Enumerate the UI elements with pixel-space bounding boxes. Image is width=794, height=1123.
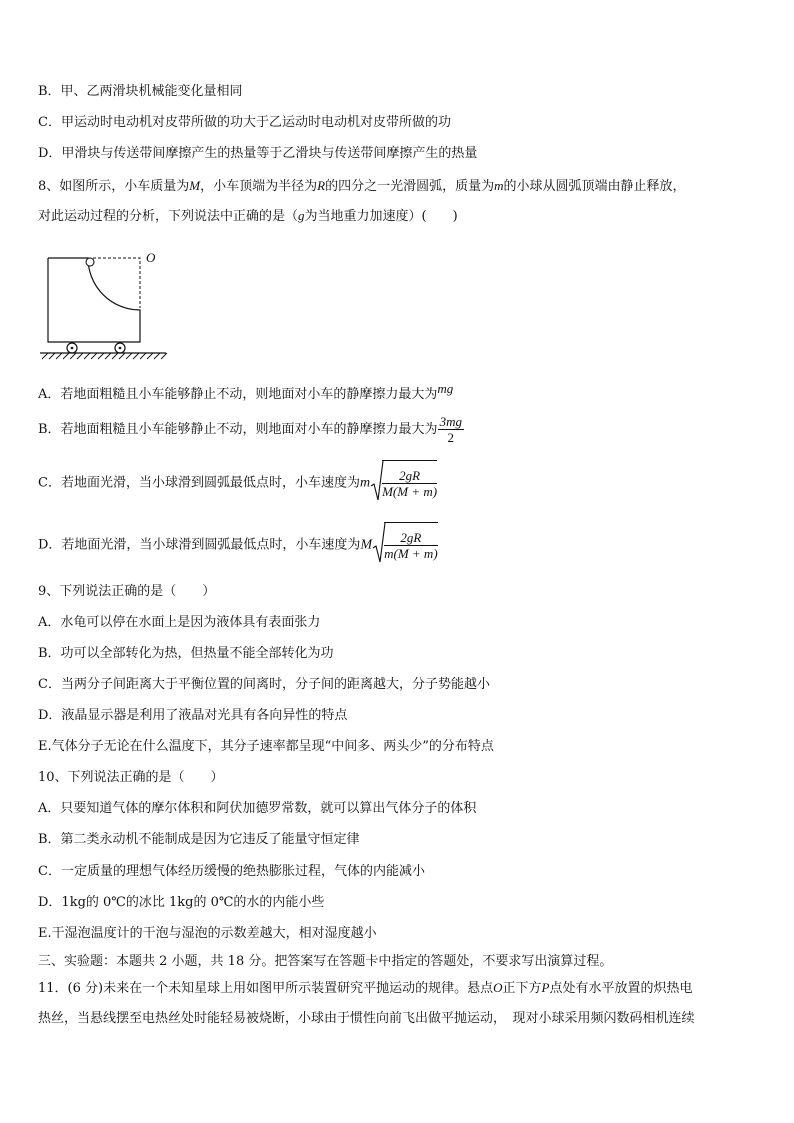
q11-stem-line1 (38, 980, 692, 997)
quarter-arc (88, 258, 140, 322)
q8-text: ，小车顶端为半径为 (200, 179, 318, 194)
q8a-text: A．若地面粗糙且小车能够静止不动，则地面对小车的静摩擦力最大为 (38, 387, 438, 402)
q9-option-a: A．水龟可以停在水面上是因为液体具有表面张力 (38, 615, 321, 630)
q10-stem: 10、下列说法正确的是（ ） (38, 770, 224, 785)
q9-option-c: C．当两分子间距离大于平衡位置的间离时，分子间的距离越大，分子势能越小 (38, 677, 490, 692)
ball (86, 258, 94, 266)
q8-radius-R: R (317, 178, 326, 193)
q8-text: 的小球从圆弧顶端由静止释放， (503, 179, 686, 194)
q8-option-a (38, 381, 454, 403)
q9-stem: 9、下列说法正确的是（ ） (38, 584, 216, 599)
q7-option-c: C．甲运动时电动机对皮带所做的功大于乙运动时电动机对皮带所做的功 (38, 115, 451, 130)
cart-body (48, 258, 140, 342)
section-3-heading: 三、实验题：本题共 2 小题，共 18 分。把答案写在答题卡中指定的答题处，不要求写出演算过程。 (38, 954, 613, 969)
q8d-numerator: 2gR (384, 530, 438, 546)
q8c-text: C．若地面光滑，当小球滑到圆弧最低点时，小车速度为 (38, 475, 360, 491)
q8-mass-M: M (189, 178, 201, 193)
sqrt-sign-icon (370, 460, 384, 502)
q8c-sqrt (370, 460, 437, 506)
q8b-fraction (438, 414, 464, 445)
q10-option-c: C．一定质量的理想气体经历缓慢的绝热膨胀过程，气体的内能减小 (38, 864, 425, 879)
q8c-denominator: M(M + m) (382, 484, 438, 499)
q8-text: 对此运动过程的分析，下列说法中正确的是（ (38, 209, 299, 224)
q10-option-d: D．1kg的 0℃的冰比 1kg的 0℃的水的内能小些 (38, 895, 325, 910)
q11-stem-line2: 热丝，当悬线摆至电热丝处时能轻易被烧断，小球由于惯性向前飞出做平抛运动， 现对小球采用频闪数码相机连续 (38, 1011, 695, 1026)
q8-text: 8、如图所示，小车质量为 (38, 179, 190, 194)
ground-hatch (42, 353, 167, 359)
q8d-sqrt (372, 522, 438, 568)
q8d-denominator: m(M + m) (384, 546, 438, 561)
q10-option-a: A．只要知道气体的摩尔体积和阿伏加德罗常数，就可以算出气体分子的体积 (38, 801, 477, 816)
q11-text: 点处有水平放置的炽热电 (549, 981, 693, 996)
q8-option-b (38, 413, 464, 447)
q11-point-P: P (541, 980, 550, 995)
q9-option-e: E.气体分子无论在什么温度下，其分子速率都呈现“中间多、两头少”的分布特点 (38, 739, 494, 754)
q8-cart-figure (38, 248, 168, 367)
cart-diagram (38, 248, 168, 363)
q8-text: 的四分之一光滑圆弧，质量为 (325, 179, 495, 194)
q8b-denominator: 2 (447, 430, 454, 445)
q9-option-b: B．功可以全部转化为热，但热量不能全部转化为功 (38, 646, 334, 661)
q8-stem-line2 (38, 208, 458, 225)
q8-text: 为当地重力加速度）( ) (304, 209, 458, 224)
q8b-text: B．若地面粗糙且小车能够静止不动，则地面对小车的静摩擦力最大为 (38, 422, 438, 437)
q11-text: 11．(6 分)未来在一个未知星球上用如图甲所示装置研究平抛运动的规律。悬点 (38, 981, 494, 996)
q8a-mg: mg (437, 381, 454, 396)
q8c-coefficient: m (359, 475, 371, 491)
q11-text: 正下方 (502, 981, 542, 996)
q7-option-d: D．甲滑块与传送带间摩擦产生的热量等于乙滑块与传送带间摩擦产生的热量 (38, 146, 478, 161)
sqrt-sign-icon (372, 522, 386, 564)
q11-point-O: O (493, 980, 503, 995)
q10-option-e: E.干湿泡温度计的干泡与湿泡的示数差越大，相对湿度越小 (38, 926, 377, 941)
q8b-numerator: 3mg (439, 414, 462, 429)
q8-option-c (38, 460, 437, 506)
q8-option-d (38, 522, 438, 568)
q8-stem-line1 (38, 178, 686, 195)
dashed-outline (88, 258, 140, 308)
q10-option-b: B．第二类永动机不能制成是因为它违反了能量守恒定律 (38, 832, 360, 847)
q9-option-d: D．液晶显示器是利用了液晶对光具有各向异性的特点 (38, 708, 348, 723)
label-O: O (146, 250, 156, 265)
q8c-numerator: 2gR (382, 468, 437, 484)
q8-mass-m: m (494, 178, 504, 193)
q7-option-b: B．甲、乙两滑块机械能变化量相同 (38, 84, 243, 99)
q8d-coefficient: M (360, 537, 373, 553)
q8d-text: D．若地面光滑，当小球滑到圆弧最低点时，小车速度为 (38, 537, 361, 553)
q8-gravity-g: g (298, 208, 305, 223)
